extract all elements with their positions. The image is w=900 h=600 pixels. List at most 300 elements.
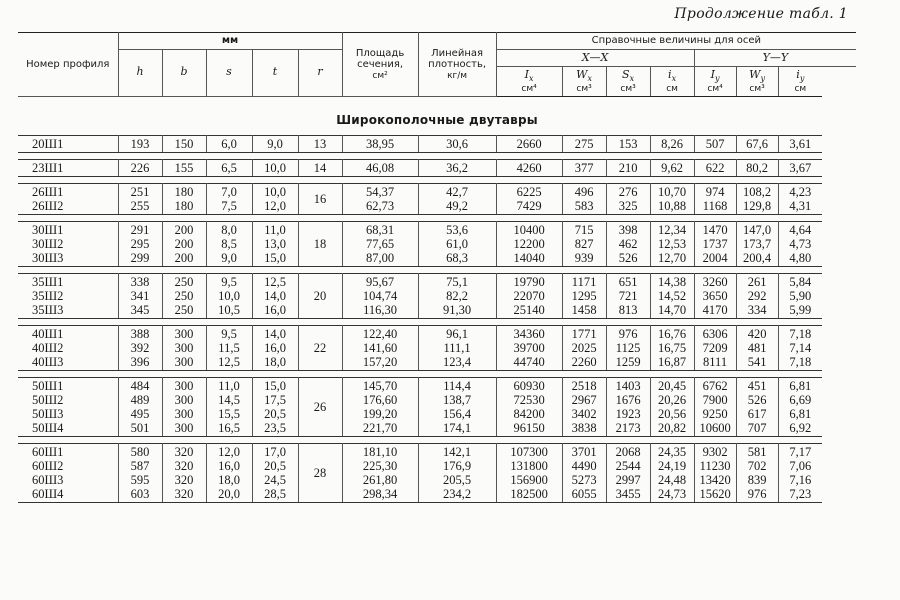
cell-value: 6225 — [516, 184, 542, 199]
cell-value: 11,5 — [218, 340, 240, 355]
cell-value: 3,67 — [789, 160, 812, 175]
cell-value: 3,61 — [789, 136, 812, 151]
cell-r: 20 — [298, 273, 342, 318]
axis-col-subscript: x — [528, 74, 534, 84]
cell-profile — [18, 325, 118, 370]
profile-group — [18, 135, 856, 152]
cell-wy — [736, 221, 778, 266]
i-beam-table — [18, 32, 856, 503]
table-row — [18, 273, 856, 318]
cell-sx — [606, 273, 650, 318]
axis-col-symbol: $i_y$ — [796, 68, 805, 84]
cell-ix-moment — [496, 377, 562, 436]
cell-value: 377 — [574, 160, 594, 175]
cell-wy — [736, 443, 778, 502]
cell-value: 16,5 — [218, 420, 240, 435]
cell-value: 325 — [618, 198, 638, 213]
header-b-symbol: b — [180, 65, 188, 79]
profile-table-page — [18, 32, 856, 503]
cell-value: 9,0 — [221, 250, 237, 265]
cell-value: 5,84 — [789, 274, 812, 289]
axis-y-label: Y—Y — [762, 50, 789, 64]
cell-value: 122,40 — [362, 326, 398, 341]
cell-value: 7900 — [702, 392, 728, 407]
cell-value: 12,34 — [658, 222, 687, 237]
cell-value: 13420 — [699, 472, 731, 487]
cell-value: 420 — [747, 326, 767, 341]
cell-value: 23Ш1 — [32, 160, 64, 175]
cell-value: 14,0 — [264, 326, 286, 341]
cell-value: 587 — [130, 458, 150, 473]
cell-value: 1168 — [702, 198, 728, 213]
cell-value: 116,30 — [363, 302, 398, 317]
cell-value: 87,00 — [366, 250, 395, 265]
cell-value: 24,48 — [658, 472, 687, 487]
cell-value: 320 — [174, 444, 194, 459]
cell-value: 14,38 — [658, 274, 687, 289]
cell-iy-radius — [778, 377, 822, 436]
cell-value: 54,37 — [366, 184, 395, 199]
cell-area — [342, 443, 418, 502]
table-row — [18, 221, 856, 266]
cell-value: 345 — [130, 302, 150, 317]
cell-density — [418, 377, 496, 436]
cell-value: 6,0 — [221, 136, 237, 151]
cell-b — [162, 273, 206, 318]
cell-value: 526 — [618, 250, 638, 265]
cell-density — [418, 325, 496, 370]
cell-value: 15,0 — [264, 250, 286, 265]
cell-value: 5273 — [571, 472, 597, 487]
cell-value: 4,31 — [789, 198, 812, 213]
header-area-unit: см² — [372, 70, 388, 81]
cell-value: 60Ш4 — [32, 486, 64, 501]
cell-profile — [18, 273, 118, 318]
cell-value: 107300 — [510, 444, 548, 459]
cell-t — [252, 135, 298, 152]
cell-value: 974 — [705, 184, 725, 199]
cell-value: 30Ш3 — [32, 250, 64, 265]
cell-value: 462 — [618, 236, 638, 251]
cell-value: 2173 — [615, 420, 641, 435]
header-area-label: Площадь сечения, — [355, 47, 405, 71]
cell-value: 14,0 — [264, 288, 286, 303]
axis-col-symbol: $i_x$ — [668, 68, 677, 84]
cell-value: 10,0 — [264, 184, 286, 199]
cell-t — [252, 183, 298, 214]
cell-value: 200 — [174, 222, 194, 237]
cell-value: 82,2 — [446, 288, 468, 303]
cell-value: 129,8 — [743, 198, 772, 213]
cell-s — [206, 443, 252, 502]
cell-r: 13 — [298, 135, 342, 152]
cell-value: 6762 — [702, 378, 728, 393]
cell-value: 8,0 — [221, 222, 237, 237]
continuation-note: Продолжение табл. 1 — [674, 6, 848, 22]
cell-ix-moment — [496, 273, 562, 318]
cell-value: 24,35 — [658, 444, 687, 459]
cell-value: 250 — [174, 288, 194, 303]
cell-iy-radius — [778, 325, 822, 370]
cell-value: 813 — [618, 302, 638, 317]
cell-value: 60Ш2 — [32, 458, 64, 473]
cell-value: 4490 — [571, 458, 597, 473]
cell-value: 298,34 — [362, 486, 398, 501]
cell-ix-moment — [496, 221, 562, 266]
cell-value: 68,31 — [366, 222, 395, 237]
cell-b — [162, 159, 206, 176]
cell-value: 338 — [130, 274, 150, 289]
cell-value: 2025 — [571, 340, 597, 355]
cell-value: 2004 — [702, 250, 728, 265]
header-axis-col-wy — [736, 67, 778, 97]
header-t — [252, 49, 298, 96]
cell-value: 50Ш3 — [32, 406, 64, 421]
cell-wx — [562, 183, 606, 214]
cell-value: 7429 — [516, 198, 542, 213]
cell-iy-radius — [778, 159, 822, 176]
cell-area — [342, 325, 418, 370]
cell-value: 334 — [747, 302, 767, 317]
cell-value: 16,0 — [218, 458, 240, 473]
cell-sx — [606, 377, 650, 436]
cell-density — [418, 183, 496, 214]
cell-value: 138,7 — [443, 392, 472, 407]
cell-wy — [736, 377, 778, 436]
cell-t — [252, 273, 298, 318]
cell-value: 11,0 — [264, 222, 286, 237]
cell-value: 200 — [174, 250, 194, 265]
cell-s — [206, 377, 252, 436]
cell-value: 150 — [174, 136, 194, 151]
cell-value: 12,0 — [218, 444, 240, 459]
cell-value: 9,0 — [267, 136, 283, 151]
cell-value: 320 — [174, 458, 194, 473]
cell-value: 142,1 — [443, 444, 472, 459]
header-axis-col-wx — [562, 67, 606, 97]
cell-iy-moment — [694, 273, 736, 318]
cell-value: 46,08 — [366, 160, 395, 175]
axis-col-subscript: x — [587, 74, 592, 84]
cell-value: 210 — [618, 160, 638, 175]
cell-value: 153 — [618, 136, 638, 151]
cell-value: 7,06 — [789, 458, 812, 473]
cell-density — [418, 443, 496, 502]
cell-value: 2260 — [571, 354, 597, 369]
cell-value: 174,1 — [443, 420, 472, 435]
table-row — [18, 183, 856, 214]
cell-h — [118, 443, 162, 502]
cell-value: 1458 — [571, 302, 597, 317]
cell-value: 157,20 — [362, 354, 398, 369]
cell-ix-radius — [650, 377, 694, 436]
cell-value: 526 — [747, 392, 767, 407]
cell-wy — [736, 325, 778, 370]
cell-value: 131800 — [510, 458, 548, 473]
cell-value: 20Ш1 — [32, 136, 64, 151]
cell-value: 6,81 — [789, 378, 812, 393]
header-axis-col-ix — [496, 67, 562, 97]
cell-value: 96,1 — [446, 326, 468, 341]
cell-value: 24,19 — [658, 458, 687, 473]
header-density-label: Линейная плотность, — [428, 47, 487, 71]
cell-value: 2544 — [615, 458, 641, 473]
cell-value: 49,2 — [446, 198, 468, 213]
cell-h — [118, 273, 162, 318]
cell-value: 155 — [174, 160, 194, 175]
cell-value: 8,5 — [221, 236, 237, 251]
cell-value: 180 — [174, 184, 194, 199]
cell-wx — [562, 443, 606, 502]
profile-group — [18, 443, 856, 502]
cell-value: 26Ш2 — [32, 198, 64, 213]
cell-b — [162, 135, 206, 152]
cell-value: 80,2 — [746, 160, 768, 175]
cell-value: 300 — [174, 392, 194, 407]
cell-value: 7,14 — [789, 340, 812, 355]
cell-value: 180 — [174, 198, 194, 213]
cell-s — [206, 135, 252, 152]
cell-value: 1737 — [702, 236, 728, 251]
table-row — [18, 135, 856, 152]
cell-value: 44740 — [513, 354, 545, 369]
cell-value: 451 — [747, 378, 767, 393]
cell-value: 36,2 — [446, 160, 468, 175]
cell-value: 60930 — [513, 378, 545, 393]
cell-value: 976 — [747, 486, 767, 501]
cell-value: 341 — [130, 288, 150, 303]
cell-value: 10,5 — [218, 302, 240, 317]
cell-s — [206, 221, 252, 266]
header-r — [298, 49, 342, 96]
cell-iy-moment — [694, 377, 736, 436]
cell-value: 481 — [747, 340, 767, 355]
header-density-unit: кг/м — [447, 70, 468, 81]
cell-h — [118, 325, 162, 370]
cell-value: 19790 — [513, 274, 545, 289]
cell-value: 2997 — [615, 472, 641, 487]
cell-value: 14040 — [513, 250, 545, 265]
cell-wx — [562, 377, 606, 436]
cell-area — [342, 135, 418, 152]
cell-r: 28 — [298, 443, 342, 502]
cell-b — [162, 183, 206, 214]
cell-value: 176,9 — [443, 458, 472, 473]
cell-value: 108,2 — [743, 184, 772, 199]
cell-value: 300 — [174, 340, 194, 355]
cell-wy — [736, 135, 778, 152]
header-s — [206, 49, 252, 96]
cell-value: 1403 — [615, 378, 641, 393]
cell-value: 30Ш1 — [32, 222, 64, 237]
cell-value: 1676 — [615, 392, 641, 407]
cell-value: 4260 — [516, 160, 542, 175]
cell-value: 261,80 — [362, 472, 398, 487]
header-density — [418, 33, 496, 97]
header-axis-y — [694, 49, 856, 67]
header-b — [162, 49, 206, 96]
cell-iy-moment — [694, 159, 736, 176]
axis-col-symbol: $W_x$ — [576, 68, 592, 84]
cell-value: 114,4 — [443, 378, 471, 393]
cell-value: 501 — [130, 420, 150, 435]
cell-density — [418, 221, 496, 266]
table-row — [18, 443, 856, 502]
cell-value: 396 — [130, 354, 150, 369]
cell-value: 320 — [174, 472, 194, 487]
cell-b — [162, 443, 206, 502]
cell-value: 16,76 — [658, 326, 687, 341]
cell-s — [206, 325, 252, 370]
cell-value: 95,67 — [366, 274, 395, 289]
cell-value: 14,5 — [218, 392, 240, 407]
cell-s — [206, 273, 252, 318]
cell-value: 16,87 — [658, 354, 687, 369]
table-row — [18, 325, 856, 370]
header-s-symbol: s — [226, 65, 232, 79]
cell-wx — [562, 159, 606, 176]
cell-value: 484 — [130, 378, 150, 393]
cell-value: 17,0 — [264, 444, 286, 459]
cell-profile — [18, 135, 118, 152]
header-area — [342, 33, 418, 97]
cell-value: 11230 — [699, 458, 731, 473]
cell-value: 7,18 — [789, 354, 812, 369]
cell-value: 176,60 — [362, 392, 398, 407]
cell-value: 18,0 — [264, 354, 286, 369]
cell-value: 9302 — [702, 444, 728, 459]
cell-value: 595 — [130, 472, 150, 487]
axis-col-unit: см³ — [620, 83, 636, 94]
cell-value: 10400 — [513, 222, 545, 237]
cell-value: 2068 — [615, 444, 641, 459]
header-axis-col-ix — [650, 67, 694, 97]
cell-value: 580 — [130, 444, 150, 459]
cell-value: 1259 — [615, 354, 641, 369]
cell-value: 300 — [174, 326, 194, 341]
cell-value: 7,23 — [789, 486, 812, 501]
cell-value: 20,0 — [218, 486, 240, 501]
cell-value: 4170 — [702, 302, 728, 317]
cell-iy-radius — [778, 273, 822, 318]
cell-value: 20,5 — [264, 458, 286, 473]
cell-value: 60Ш1 — [32, 444, 64, 459]
cell-sx — [606, 135, 650, 152]
cell-value: 1125 — [615, 340, 641, 355]
cell-value: 541 — [747, 354, 767, 369]
table-header — [18, 33, 856, 97]
cell-r: 14 — [298, 159, 342, 176]
cell-value: 10600 — [699, 420, 731, 435]
cell-value: 8,26 — [661, 136, 683, 151]
cell-area — [342, 221, 418, 266]
cell-value: 275 — [574, 136, 594, 151]
axis-x-label: X—X — [581, 50, 609, 64]
cell-value: 839 — [747, 472, 767, 487]
axis-col-symbol: $I_y$ — [710, 68, 720, 84]
cell-b — [162, 325, 206, 370]
cell-t — [252, 443, 298, 502]
cell-density — [418, 135, 496, 152]
cell-value: 173,7 — [743, 236, 772, 251]
cell-value: 145,70 — [362, 378, 398, 393]
axis-col-unit: см⁴ — [521, 83, 537, 94]
cell-value: 141,60 — [362, 340, 398, 355]
cell-value: 2660 — [516, 136, 542, 151]
cell-value: 61,0 — [446, 236, 468, 251]
cell-wx — [562, 325, 606, 370]
cell-t — [252, 325, 298, 370]
cell-value: 250 — [174, 274, 194, 289]
axis-col-symbol: $I_x$ — [524, 68, 534, 84]
cell-iy-radius — [778, 221, 822, 266]
cell-value: 12,70 — [658, 250, 687, 265]
cell-value: 17,5 — [264, 392, 286, 407]
axis-col-symbol: $W_y$ — [749, 68, 765, 84]
cell-wx — [562, 221, 606, 266]
header-axis-x — [496, 49, 694, 67]
cell-value: 300 — [174, 420, 194, 435]
cell-value: 827 — [574, 236, 594, 251]
cell-value: 320 — [174, 486, 194, 501]
cell-value: 9250 — [702, 406, 728, 421]
cell-wy — [736, 159, 778, 176]
cell-value: 939 — [574, 250, 594, 265]
cell-value: 18,0 — [218, 472, 240, 487]
cell-value: 276 — [618, 184, 638, 199]
cell-value: 72530 — [513, 392, 545, 407]
cell-r: 16 — [298, 183, 342, 214]
cell-t — [252, 159, 298, 176]
header-axis-col-sx — [606, 67, 650, 97]
cell-value: 42,7 — [446, 184, 468, 199]
cell-iy-moment — [694, 183, 736, 214]
cell-ix-moment — [496, 159, 562, 176]
cell-h — [118, 135, 162, 152]
cell-iy-moment — [694, 221, 736, 266]
cell-value: 5,99 — [789, 302, 812, 317]
profile-group — [18, 377, 856, 436]
cell-value: 91,30 — [443, 302, 472, 317]
cell-value: 221,70 — [362, 420, 398, 435]
cell-value: 10,70 — [658, 184, 687, 199]
section-title: Широкополочные двутавры — [336, 112, 538, 127]
cell-value: 4,80 — [789, 250, 812, 265]
cell-value: 3455 — [615, 486, 641, 501]
cell-value: 77,65 — [366, 236, 395, 251]
cell-t — [252, 377, 298, 436]
cell-value: 4,64 — [789, 222, 812, 237]
cell-r: 22 — [298, 325, 342, 370]
cell-value: 10,0 — [264, 160, 286, 175]
cell-value: 1923 — [615, 406, 641, 421]
header-t-symbol: t — [272, 65, 278, 79]
cell-value: 1171 — [571, 274, 597, 289]
axis-col-unit: см⁴ — [707, 83, 723, 94]
cell-value: 38,95 — [366, 136, 395, 151]
cell-ix-radius — [650, 325, 694, 370]
cell-value: 35Ш2 — [32, 288, 64, 303]
cell-s — [206, 183, 252, 214]
cell-value: 7,0 — [221, 184, 237, 199]
cell-b — [162, 377, 206, 436]
cell-value: 156900 — [510, 472, 548, 487]
cell-value: 976 — [618, 326, 638, 341]
cell-value: 68,3 — [446, 250, 468, 265]
cell-value: 199,20 — [362, 406, 398, 421]
cell-t — [252, 221, 298, 266]
cell-value: 84200 — [513, 406, 545, 421]
